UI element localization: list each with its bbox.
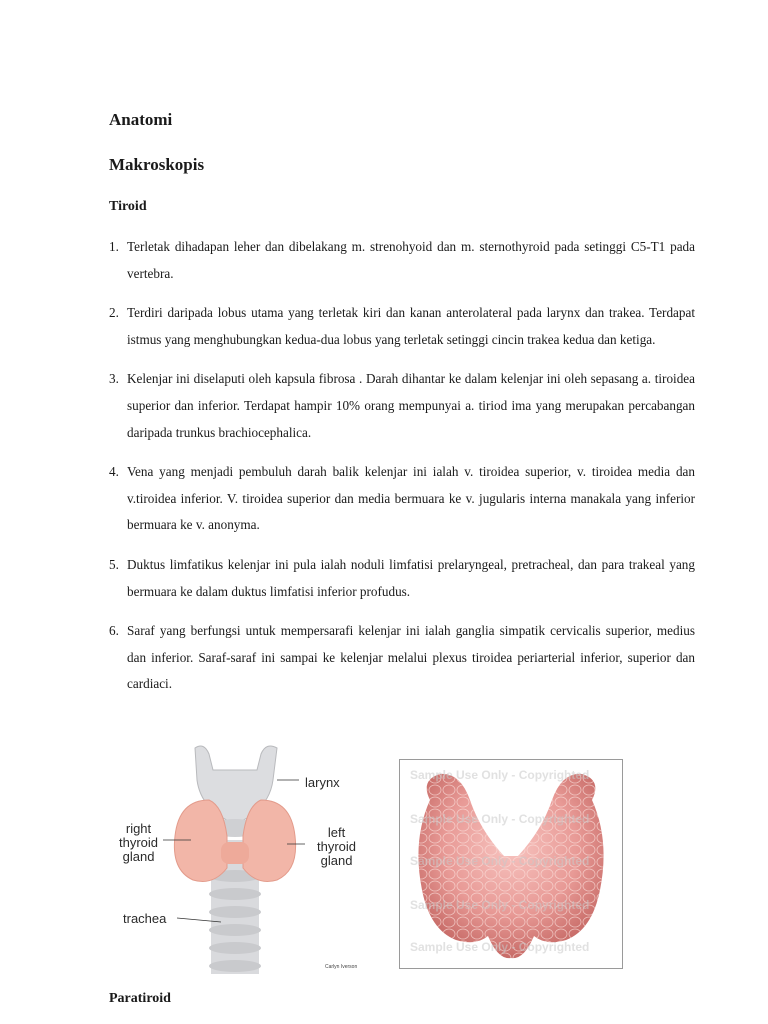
figure-credit: Carlyn Iverson	[325, 964, 358, 970]
thyroid-diagram	[109, 740, 367, 974]
list-number: 3.	[109, 371, 119, 387]
list-item	[109, 459, 695, 539]
watermark-text: Sample Use Only - Copyrighted	[410, 854, 590, 868]
label-right-line2: thyroid	[119, 835, 159, 850]
tiroid-list	[109, 234, 695, 711]
label-left-thyroid	[317, 826, 356, 868]
list-text: Duktus limfatikus kelenjar ini pula ialah noduli limfatisi prelaryngeal, pretracheal, dan para trakeal yang bermuara ke dalam duktus limfatisi inferior profudus.	[127, 556, 695, 599]
watermark-text: Sample Use Only - Copyrighted	[410, 768, 590, 782]
label-left-line1: left	[327, 825, 346, 840]
list-text: Kelenjar ini diselaputi oleh kapsula fibrosa . Darah dihantar ke dalam kelenjar ini oleh sepasang a. tiroidea superior dan inferior. Terdapat hampir 10% orang mempunyai a. tiriod ima yang merupakan percabangan daripada trunkus brachiocephalica.	[127, 371, 695, 440]
heading-makroskopis: Makroskopis	[109, 155, 205, 174]
label-trachea: trachea	[123, 911, 167, 926]
list-number: 5.	[109, 556, 119, 572]
label-right-line1: right	[125, 821, 152, 836]
label-right-line3: gland	[122, 849, 155, 864]
list-text: Terletak dihadapan leher dan dibelakang m. strenohyoid dan m. sternothyroid pada setinggi C5-T1 pada vertebra.	[127, 239, 695, 281]
heading-paratiroid: Paratiroid	[109, 991, 171, 1006]
list-number: 1.	[109, 239, 119, 254]
list-number: 6.	[109, 623, 119, 639]
heading-anatomi: Anatomi	[109, 110, 173, 129]
label-right-thyroid	[119, 822, 158, 864]
thyroid-photo	[399, 759, 623, 969]
label-larynx: larynx	[305, 775, 340, 790]
watermark-text: Sample Use Only - Copyrighted	[410, 812, 590, 826]
label-left-line2: thyroid	[317, 839, 357, 854]
list-text: Terdiri daripada lobus utama yang terletak kiri dan kanan anterolateral pada larynx dan trakea. Terdapat istmus yang menghubungkan kedua-dua lobus yang terletak setinggi cincin trakea kedua dan ketiga.	[127, 305, 695, 347]
watermark-text: Sample Use Only - Copyrighted	[410, 898, 590, 912]
list-item	[109, 552, 695, 605]
label-left-line3: gland	[320, 853, 353, 868]
list-item	[109, 618, 695, 698]
list-text: Saraf yang berfungsi untuk mempersarafi kelenjar ini ialah ganglia simpatik cervicalis superior, medius dan inferior. Saraf-saraf ini sampai ke kelenjar melalui plexus tiroidea periarterial inferior, superior dan cardiaci.	[127, 623, 695, 692]
list-item	[109, 300, 695, 353]
heading-tiroid: Tiroid	[109, 199, 147, 214]
list-item	[109, 234, 695, 287]
list-item	[109, 366, 695, 446]
list-number: 2.	[109, 305, 119, 321]
list-text: Vena yang menjadi pembuluh darah balik kelenjar ini ialah v. tiroidea superior, v. tiroidea media dan v.tiroidea inferior. V. tiroidea superior dan media bermuara ke v. jugularis interna manakala yang inferior bermuara ke v. anonyma.	[127, 464, 695, 533]
watermark-text: Sample Use Only - Copyrighted	[410, 940, 590, 954]
list-number: 4.	[109, 464, 119, 480]
